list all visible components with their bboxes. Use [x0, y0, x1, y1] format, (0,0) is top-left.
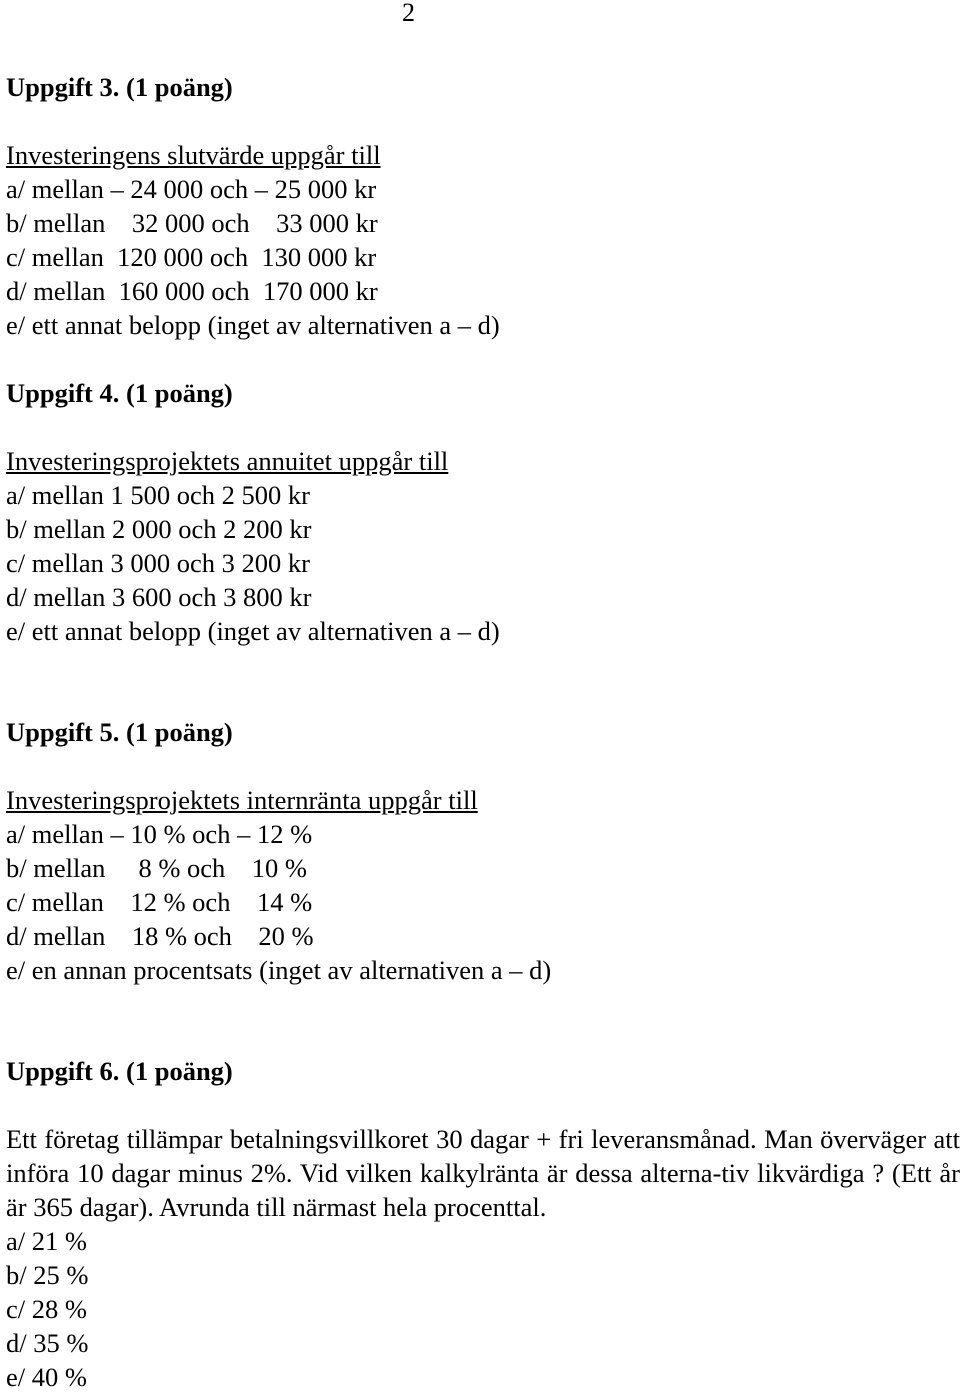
option-e: e/ en annan procentsats (inget av alternativen a – d)	[6, 955, 552, 985]
option-a: a/ mellan – 24 000 och – 25 000 kr	[6, 174, 377, 204]
option-a: a/ mellan – 10 % och – 12 %	[6, 819, 313, 849]
task-heading: Uppgift 4. (1 poäng)	[6, 378, 233, 408]
option-d: d/ 35 %	[6, 1328, 89, 1358]
task-heading: Uppgift 3. (1 poäng)	[6, 72, 233, 102]
page-number: 2	[402, 0, 415, 27]
task-heading: Uppgift 6. (1 poäng)	[6, 1056, 233, 1086]
option-c: c/ 28 %	[6, 1294, 87, 1324]
option-c: c/ mellan 120 000 och 130 000 kr	[6, 242, 377, 272]
option-a: a/ 21 %	[6, 1226, 87, 1256]
option-c: c/ mellan 12 % och 14 %	[6, 887, 313, 917]
option-d: d/ mellan 160 000 och 170 000 kr	[6, 276, 378, 306]
option-d: d/ mellan 3 600 och 3 800 kr	[6, 582, 312, 612]
option-c: c/ mellan 3 000 och 3 200 kr	[6, 548, 310, 578]
task-question: Investeringens slutvärde uppgår till	[6, 140, 381, 170]
task-6	[6, 1054, 960, 1394]
task-3	[6, 70, 956, 342]
task-question: Investeringsprojektets internränta uppgår till	[6, 785, 478, 815]
option-e: e/ 40 %	[6, 1362, 87, 1392]
task-4	[6, 376, 956, 648]
option-e: e/ ett annat belopp (inget av alternativen a – d)	[6, 616, 500, 646]
task-paragraph: Ett företag tillämpar betalningsvillkoret 30 dagar + fri leveransmånad. Man överväger att införa 10 dagar minus 2%. Vid vilken kalkylränta är dessa alterna-tiv likvärdiga ? (Ett år är 365 dagar). Avrunda till närmast hela procenttal.	[6, 1124, 960, 1222]
task-heading: Uppgift 5. (1 poäng)	[6, 717, 233, 747]
option-b: b/ mellan 8 % och 10 %	[6, 853, 308, 883]
task-5	[6, 715, 956, 987]
option-b: b/ mellan 2 000 och 2 200 kr	[6, 514, 312, 544]
option-b: b/ mellan 32 000 och 33 000 kr	[6, 208, 378, 238]
option-a: a/ mellan 1 500 och 2 500 kr	[6, 480, 310, 510]
task-question: Investeringsprojektets annuitet uppgår till	[6, 446, 449, 476]
option-d: d/ mellan 18 % och 20 %	[6, 921, 314, 951]
option-b: b/ 25 %	[6, 1260, 89, 1290]
option-e: e/ ett annat belopp (inget av alternativen a – d)	[6, 310, 500, 340]
